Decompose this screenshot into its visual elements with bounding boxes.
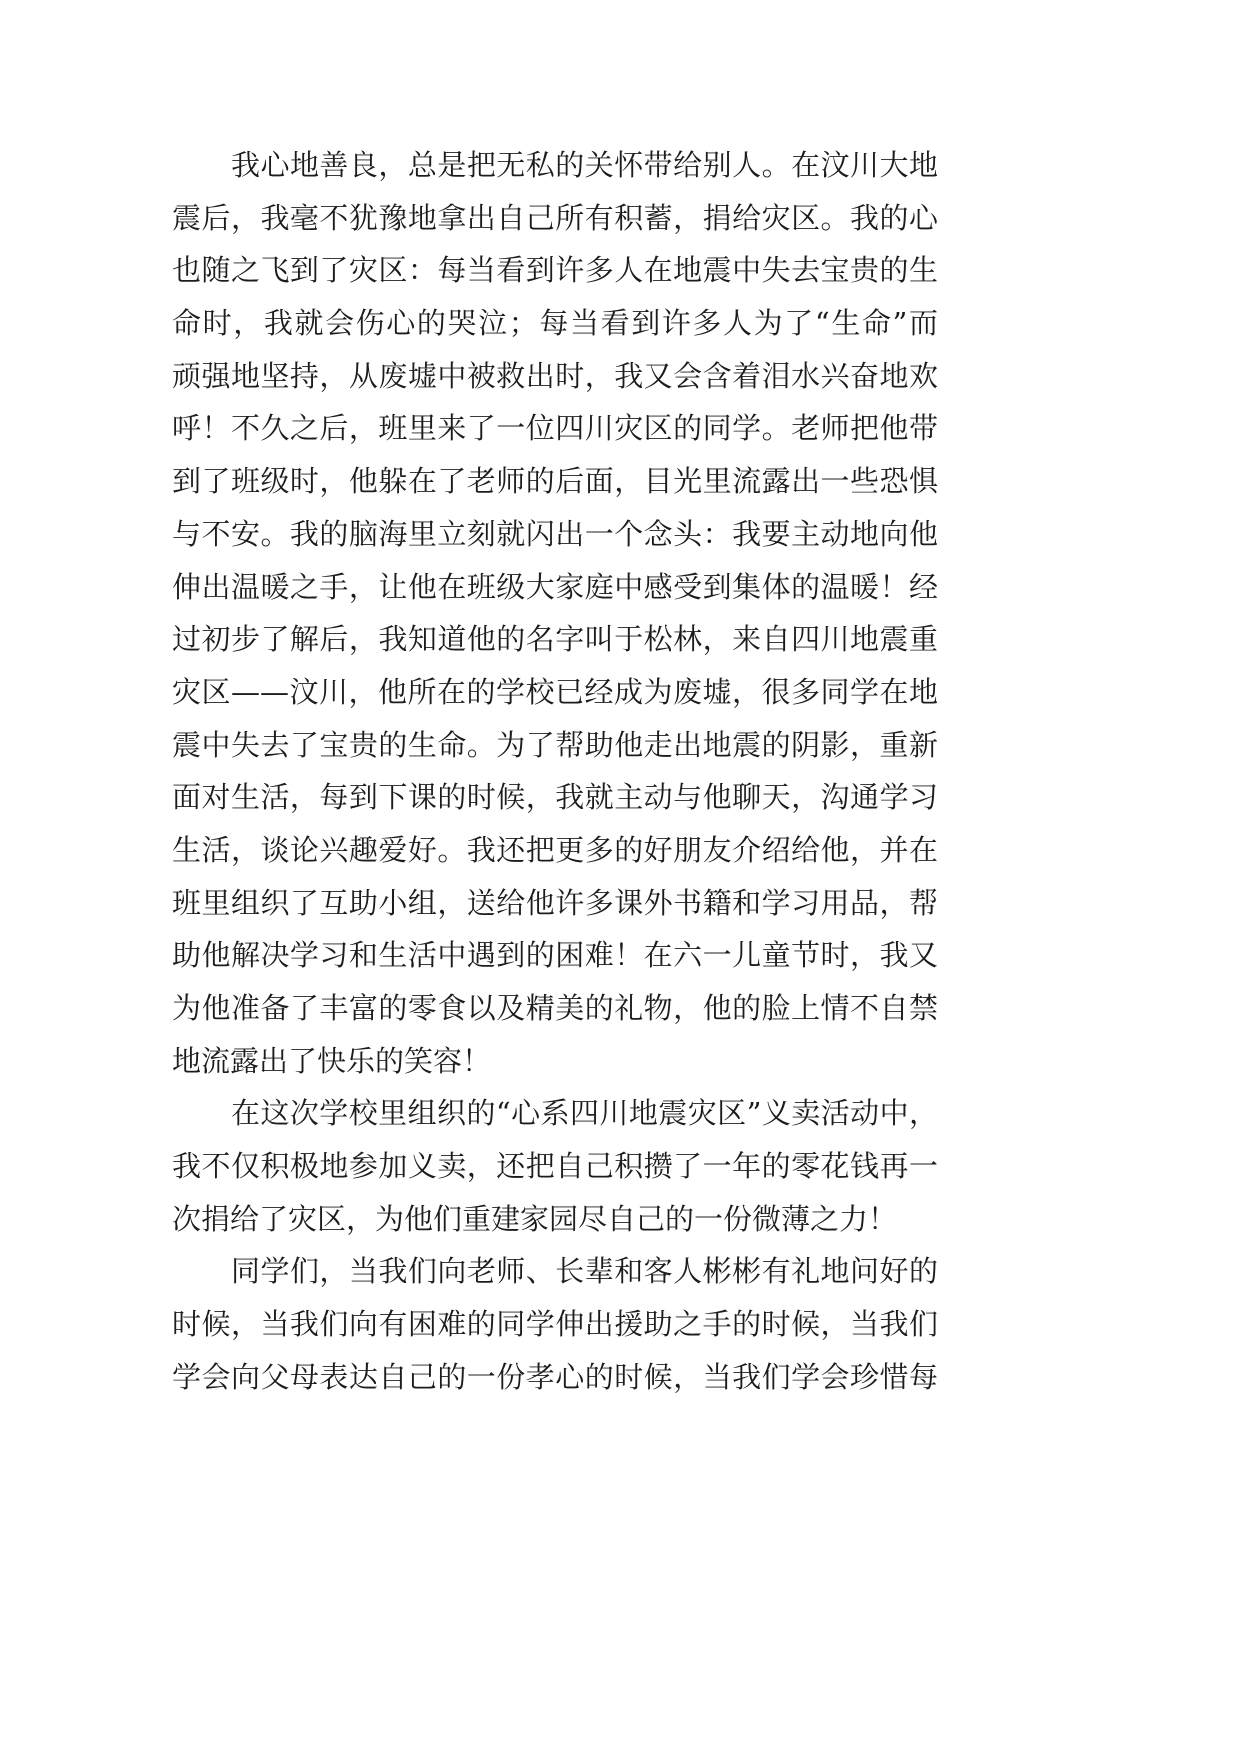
body-text	[172, 139, 938, 1404]
text-line: 与不安。我的脑海里立刻就闪出一个念头：我要主动地向他	[172, 516, 938, 551]
text-line: 震中失去了宝贵的生命。为了帮助他走出地震的阴影，重新	[172, 727, 938, 762]
paragraph-3	[172, 1245, 938, 1403]
text-line: 过初步了解后，我知道他的名字叫于松林，来自四川地震重	[172, 622, 938, 657]
text-line: 为他准备了丰富的零食以及精美的礼物，他的脸上情不自禁	[172, 991, 938, 1025]
paragraph-1	[172, 139, 938, 1087]
text-line: 呼！不久之后，班里来了一位四川灾区的同学。老师把他带	[172, 411, 938, 446]
text-line: 我不仅积极地参加义卖，还把自己积攒了一年的零花钱再一	[172, 1149, 938, 1184]
text-line: 也随之飞到了灾区：每当看到许多人在地震中失去宝贵的生	[172, 253, 938, 288]
text-line: 灾区——汶川，他所在的学校已经成为废墟，很多同学在地	[172, 674, 938, 709]
text-line: 伸出温暖之手，让他在班级大家庭中感受到集体的温暖！经	[172, 569, 938, 604]
text-line: 同学们，当我们向老师、长辈和客人彬彬有礼地问好的	[231, 1254, 938, 1289]
text-line: 顽强地坚持，从废墟中被救出时，我又会含着泪水兴奋地欢	[172, 358, 938, 393]
text-line: 助他解决学习和生活中遇到的困难！在六一儿童节时，我又	[172, 938, 938, 973]
text-line: 面对生活，每到下课的时候，我就主动与他聊天，沟通学习	[172, 780, 938, 815]
text-line: 时候，当我们向有困难的同学伸出援助之手的时候，当我们	[172, 1307, 938, 1342]
text-line: 我心地善良，总是把无私的关怀带给别人。在汶川大地	[231, 148, 938, 182]
paragraph-2	[172, 1087, 938, 1245]
text-line: 班里组织了互助小组，送给他许多课外书籍和学习用品，帮	[172, 885, 938, 920]
text-line: 地流露出了快乐的笑容！	[172, 1043, 492, 1078]
text-line: 在这次学校里组织的“心系四川地震灾区”义卖活动中，	[231, 1096, 938, 1131]
text-line: 生活，谈论兴趣爱好。我还把更多的好朋友介绍给他，并在	[172, 832, 938, 867]
text-line: 命时，我就会伤心的哭泣；每当看到许多人为了“生命”而	[172, 306, 938, 341]
text-line: 震后，我毫不犹豫地拿出自己所有积蓄，捐给灾区。我的心	[172, 200, 938, 235]
text-line: 次捐给了灾区，为他们重建家园尽自己的一份微薄之力！	[172, 1201, 898, 1236]
text-line: 学会向父母表达自己的一份孝心的时候，当我们学会珍惜每	[172, 1359, 938, 1394]
text-line: 到了班级时，他躲在了老师的后面，目光里流露出一些恐惧	[172, 464, 938, 499]
